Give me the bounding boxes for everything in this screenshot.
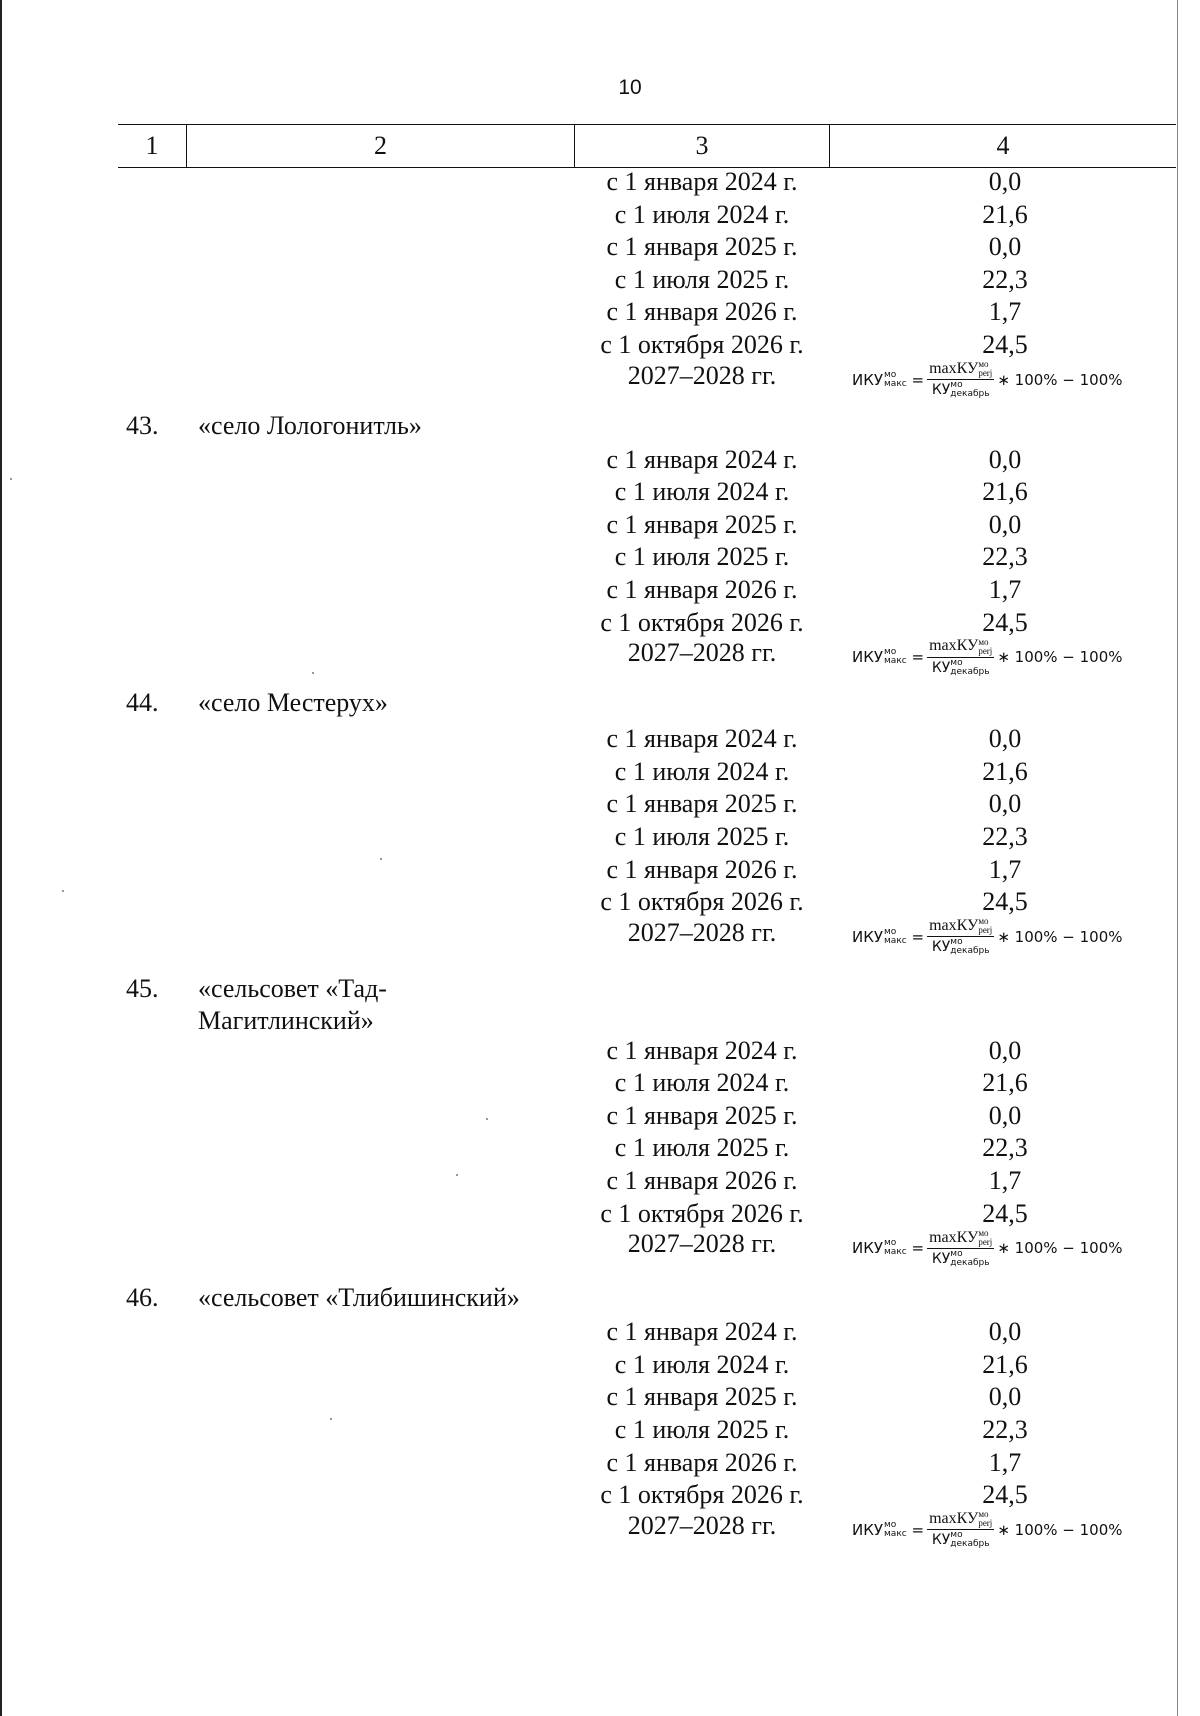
- formula-den-sup: мо: [950, 1530, 963, 1541]
- formula-lhs-sub: макс: [884, 1528, 907, 1539]
- table-row: [0, 723, 1200, 756]
- formula-lhs-sup: мо: [884, 1519, 897, 1530]
- scan-speck: [312, 672, 314, 674]
- value-cell: 22,3: [982, 542, 1028, 572]
- formula-den-sub: декабрь: [950, 389, 990, 400]
- period-cell: с 1 января 2024 г.: [606, 1317, 798, 1347]
- entry-head: [0, 687, 1200, 723]
- period-cell: с 1 января 2026 г.: [606, 854, 798, 884]
- period-cell: 2027–2028 гг.: [627, 360, 777, 390]
- formula-num-sup: мо: [978, 1509, 989, 1520]
- formula-lhs: ИКУ: [852, 1239, 884, 1258]
- formula-num-sup: мо: [978, 636, 989, 647]
- scan-speck: [330, 1418, 332, 1420]
- table-row: [0, 1035, 1200, 1068]
- table-row: [0, 1316, 1200, 1349]
- table-row: [0, 756, 1200, 789]
- formula-num-sup: мо: [978, 916, 989, 927]
- value-cell: 0,0: [988, 232, 1022, 262]
- formula-equals: =: [911, 648, 925, 667]
- value-cell: 24,5: [982, 329, 1028, 359]
- value-cell: 21,6: [982, 199, 1028, 229]
- formula-numerator: [927, 1229, 994, 1249]
- period-cell: с 1 октября 2026 г.: [600, 607, 804, 637]
- period-cell: с 1 января 2024 г.: [606, 444, 798, 474]
- value-cell: 0,0: [988, 509, 1022, 539]
- table-row: [0, 199, 1200, 232]
- period-cell: 2027–2028 гг.: [627, 1229, 777, 1259]
- entry-block: [0, 687, 1200, 967]
- value-cell: 24,5: [982, 1198, 1028, 1228]
- formula-lhs: ИКУ: [852, 648, 884, 667]
- value-cell: 0,0: [988, 1100, 1022, 1130]
- value-cell: 21,6: [982, 1068, 1028, 1098]
- formula-denominator: [932, 1530, 990, 1549]
- value-cell: 21,6: [982, 477, 1028, 507]
- entry-name: «село Лологонитль»: [198, 410, 422, 440]
- period-cell: с 1 января 2024 г.: [606, 167, 798, 196]
- table-row: [0, 541, 1200, 574]
- table-row: [0, 444, 1200, 477]
- value-cell: 21,6: [982, 756, 1028, 786]
- value-cell: 21,6: [982, 1349, 1028, 1379]
- formula-den-sub: декабрь: [950, 666, 990, 677]
- entry-name: «село Местерух»: [198, 688, 388, 718]
- header-col-2: 2: [187, 125, 575, 167]
- table-row: [0, 231, 1200, 264]
- formula-lhs-sup: мо: [884, 1238, 897, 1249]
- value-cell: 24,5: [982, 887, 1028, 917]
- value-cell: 0,0: [988, 724, 1022, 754]
- formula-lhs-sup: мо: [884, 647, 897, 658]
- period-cell: с 1 января 2025 г.: [606, 232, 798, 262]
- value-cell: 22,3: [982, 264, 1028, 294]
- table-row: [0, 1349, 1200, 1382]
- period-cell: с 1 октября 2026 г.: [600, 1480, 804, 1510]
- period-cell: с 1 января 2024 г.: [606, 724, 798, 754]
- formula-num-sub: perj: [978, 368, 993, 379]
- table-row: [0, 1100, 1200, 1133]
- formula-den-sup: мо: [950, 1248, 963, 1259]
- formula-lhs: ИКУ: [852, 370, 884, 389]
- period-cell: с 1 июля 2025 г.: [614, 821, 790, 851]
- period-cell: с 1 июля 2024 г.: [614, 1349, 790, 1379]
- formula-num-sup: мо: [978, 359, 989, 370]
- scan-speck: [486, 1118, 488, 1120]
- entry-head: [0, 410, 1200, 444]
- period-cell: с 1 июля 2025 г.: [614, 1415, 790, 1445]
- formula-num-sub: perj: [978, 925, 993, 936]
- formula-row: [0, 1509, 1200, 1560]
- period-cell: с 1 января 2025 г.: [606, 509, 798, 539]
- value-cell: 1,7: [988, 1166, 1022, 1196]
- entry-block: [0, 1278, 1200, 1560]
- entry-block: [0, 410, 1200, 688]
- entry-name: «сельсовет «Тад-Магитлинский»: [198, 973, 387, 1035]
- table-body: [0, 166, 1200, 1560]
- formula-equals: =: [911, 927, 925, 946]
- page-number: 10: [618, 76, 642, 99]
- period-cell: 2027–2028 гг.: [627, 638, 777, 668]
- period-cell: с 1 января 2025 г.: [606, 1100, 798, 1130]
- formula: [852, 633, 1192, 681]
- value-cell: 0,0: [988, 789, 1022, 819]
- formula-den-sub: декабрь: [950, 1257, 990, 1268]
- table-row: [0, 821, 1200, 854]
- formula-num-sup: мо: [978, 1227, 989, 1238]
- formula-rhs: ∗ 100% − 100%: [997, 1520, 1123, 1539]
- entry-number: 46.: [126, 1283, 159, 1313]
- table-row: [0, 476, 1200, 509]
- formula-den: КУ: [931, 1532, 951, 1549]
- formula: [852, 356, 1192, 404]
- formula-rhs: ∗ 100% − 100%: [997, 927, 1123, 946]
- entry-number: 45.: [126, 973, 159, 1003]
- formula-row: [0, 359, 1200, 410]
- table-row: [0, 1165, 1200, 1198]
- entry-name: «сельсовет «Тлибишинский»: [198, 1283, 520, 1313]
- period-cell: с 1 октября 2026 г.: [600, 887, 804, 917]
- period-cell: с 1 октября 2026 г.: [600, 329, 804, 359]
- value-cell: 22,3: [982, 1133, 1028, 1163]
- value-cell: 22,3: [982, 1415, 1028, 1445]
- value-cell: 0,0: [988, 1035, 1022, 1065]
- formula-rhs: ∗ 100% − 100%: [997, 370, 1123, 389]
- formula-numerator: [927, 360, 994, 380]
- value-cell: 24,5: [982, 1480, 1028, 1510]
- formula-rhs: ∗ 100% − 100%: [997, 1239, 1123, 1258]
- header-col-4: 4: [996, 131, 1010, 160]
- period-cell: с 1 января 2025 г.: [606, 789, 798, 819]
- formula-num: maxКУ: [929, 1228, 979, 1246]
- formula-equals: =: [911, 1520, 925, 1539]
- entry-head: [0, 1278, 1200, 1316]
- period-cell: с 1 января 2024 г.: [606, 1035, 798, 1065]
- period-cell: с 1 января 2026 г.: [606, 297, 798, 327]
- formula-den: КУ: [931, 659, 951, 676]
- scan-speck: [62, 890, 64, 892]
- value-cell: 0,0: [988, 1317, 1022, 1347]
- period-cell: с 1 июля 2025 г.: [614, 542, 790, 572]
- value-cell: 1,7: [988, 854, 1022, 884]
- formula-num: maxКУ: [929, 359, 979, 377]
- period-cell: 2027–2028 гг.: [627, 1510, 777, 1540]
- entry-block: [0, 967, 1200, 1279]
- table-row: [0, 1381, 1200, 1414]
- scan-speck: [380, 858, 382, 860]
- value-cell: 1,7: [988, 574, 1022, 604]
- table-row: [0, 1414, 1200, 1447]
- formula-equals: =: [911, 1239, 925, 1258]
- scan-speck: [10, 478, 12, 480]
- formula-numerator: [927, 637, 994, 657]
- period-cell: с 1 января 2025 г.: [606, 1382, 798, 1412]
- entry-number: 44.: [126, 688, 159, 718]
- value-cell: 1,7: [988, 297, 1022, 327]
- scan-speck: [456, 1174, 458, 1176]
- table-row: [0, 509, 1200, 542]
- formula-denominator: [932, 1249, 990, 1268]
- formula-num: maxКУ: [929, 917, 979, 935]
- formula-den-sup: мо: [950, 937, 963, 948]
- formula-row: [0, 636, 1200, 687]
- period-cell: 2027–2028 гг.: [627, 917, 777, 947]
- formula-lhs: ИКУ: [852, 1520, 884, 1539]
- period-cell: с 1 июля 2025 г.: [614, 264, 790, 294]
- table-header: [118, 124, 1176, 168]
- value-cell: 0,0: [988, 167, 1022, 196]
- header-col-3: 3: [575, 125, 830, 167]
- table-row: [0, 296, 1200, 329]
- table-row: [0, 1067, 1200, 1100]
- header-col-1: 1: [118, 125, 187, 167]
- value-cell: 1,7: [988, 1447, 1022, 1477]
- period-cell: с 1 июля 2024 г.: [614, 477, 790, 507]
- period-cell: с 1 января 2026 г.: [606, 1166, 798, 1196]
- formula-denominator: [932, 380, 990, 399]
- table-row: [0, 854, 1200, 887]
- continuation-block: [0, 166, 1200, 410]
- value-cell: 24,5: [982, 607, 1028, 637]
- formula-lhs: ИКУ: [852, 927, 884, 946]
- formula-den-sub: декабрь: [950, 1539, 990, 1550]
- formula-num-sub: perj: [978, 1236, 993, 1247]
- formula-lhs-sup: мо: [884, 926, 897, 937]
- formula-lhs-sup: мо: [884, 369, 897, 380]
- formula-den-sub: декабрь: [950, 946, 990, 957]
- formula-den-sup: мо: [950, 657, 963, 668]
- period-cell: с 1 октября 2026 г.: [600, 1198, 804, 1228]
- value-cell: 22,3: [982, 821, 1028, 851]
- formula-row: [0, 916, 1200, 967]
- table-row: [0, 1447, 1200, 1480]
- formula: [852, 913, 1192, 961]
- formula-lhs-sub: макс: [884, 656, 907, 667]
- formula-lhs-sub: макс: [884, 1247, 907, 1258]
- formula: [852, 1224, 1192, 1272]
- formula-num: maxКУ: [929, 1510, 979, 1528]
- table-row: [0, 264, 1200, 297]
- entry-number: 43.: [126, 410, 159, 440]
- formula-equals: =: [911, 370, 925, 389]
- formula-row: [0, 1227, 1200, 1278]
- formula-den: КУ: [931, 939, 951, 956]
- period-cell: с 1 июля 2024 г.: [614, 756, 790, 786]
- period-cell: с 1 июля 2024 г.: [614, 199, 790, 229]
- formula-lhs-sub: макс: [884, 935, 907, 946]
- period-cell: с 1 июля 2024 г.: [614, 1068, 790, 1098]
- formula-denominator: [932, 658, 990, 677]
- period-cell: с 1 июля 2025 г.: [614, 1133, 790, 1163]
- formula: [852, 1506, 1192, 1554]
- period-cell: с 1 января 2026 г.: [606, 574, 798, 604]
- period-cell: с 1 января 2026 г.: [606, 1447, 798, 1477]
- formula-num-sub: perj: [978, 1518, 993, 1529]
- formula-numerator: [927, 1510, 994, 1530]
- table-row: [0, 1132, 1200, 1165]
- value-cell: 0,0: [988, 444, 1022, 474]
- formula-num: maxКУ: [929, 637, 979, 655]
- value-cell: 0,0: [988, 1382, 1022, 1412]
- formula-num-sub: perj: [978, 645, 993, 656]
- table-row: [0, 574, 1200, 607]
- formula-lhs-sub: макс: [884, 378, 907, 389]
- formula-den: КУ: [931, 382, 951, 399]
- formula-den-sup: мо: [950, 380, 963, 391]
- formula-denominator: [932, 937, 990, 956]
- formula-rhs: ∗ 100% − 100%: [997, 648, 1123, 667]
- table-row: [0, 788, 1200, 821]
- formula-den: КУ: [931, 1250, 951, 1267]
- formula-numerator: [927, 917, 994, 937]
- entry-head: [0, 967, 1200, 1035]
- table-row: [0, 166, 1200, 199]
